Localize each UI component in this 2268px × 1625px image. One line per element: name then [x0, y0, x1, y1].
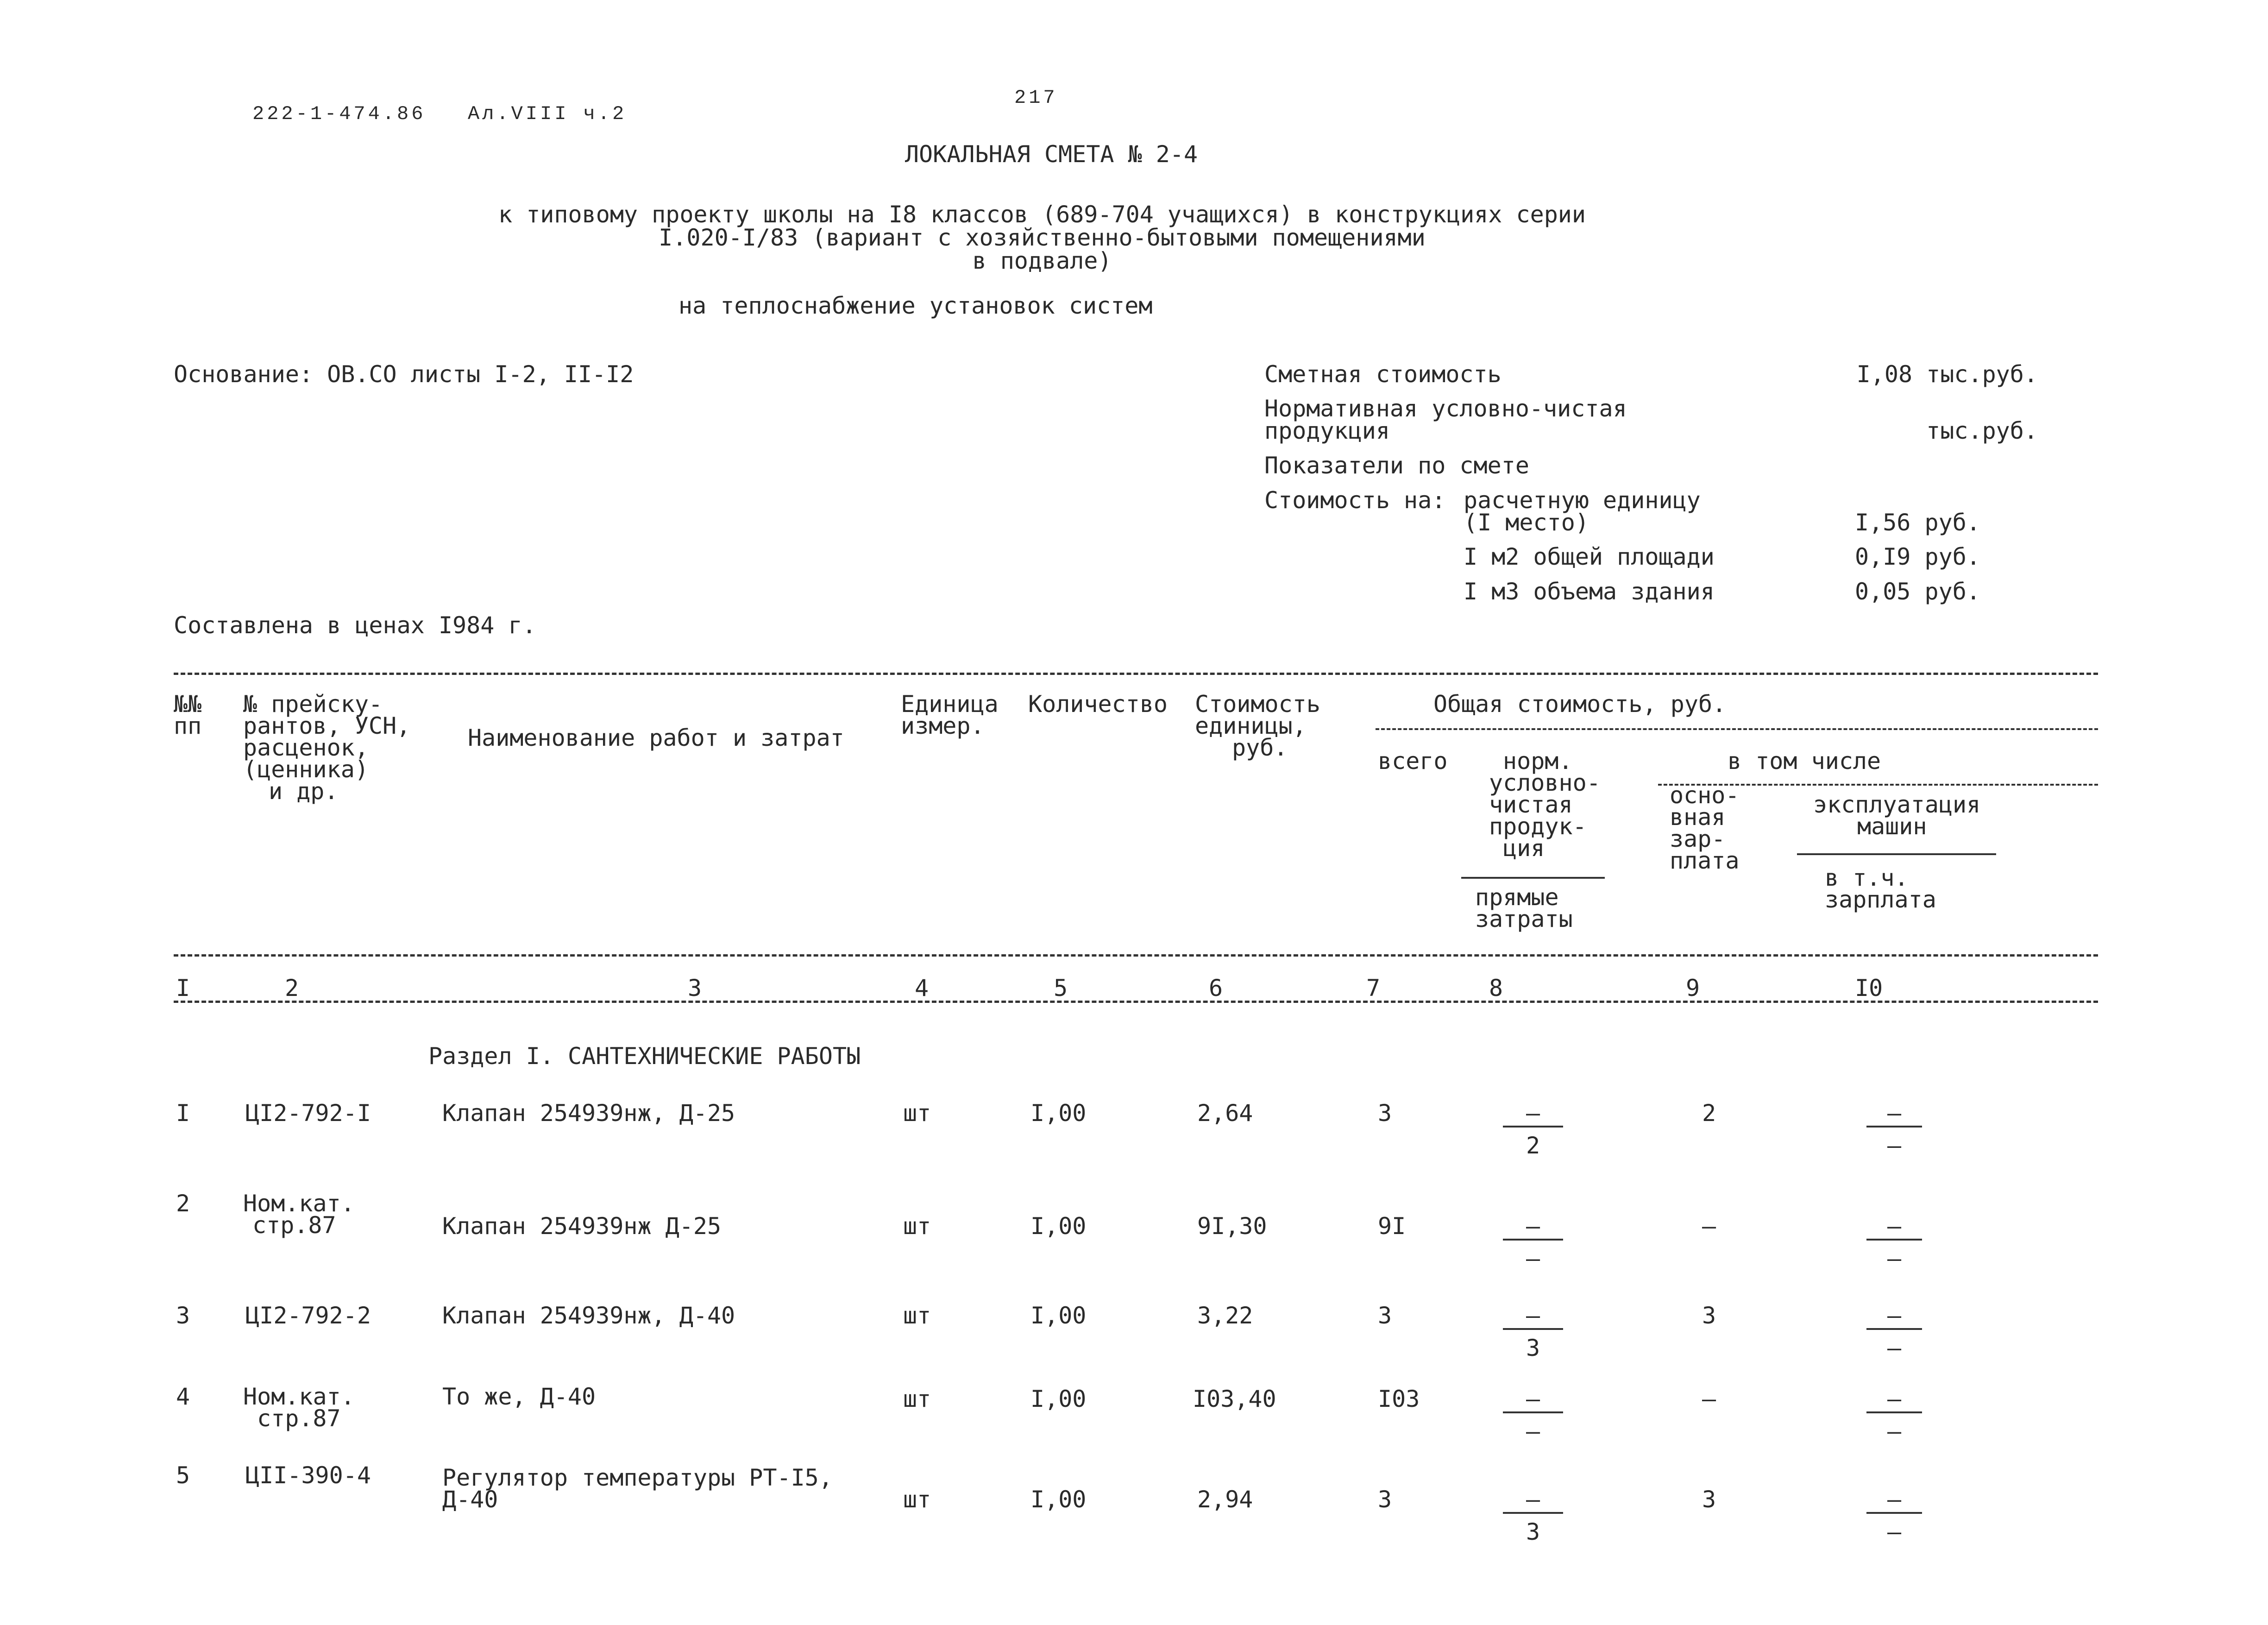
cost-on-label: Стоимость на: — [1264, 487, 1446, 514]
column-number-10: I0 — [1855, 975, 1883, 1001]
row-machines-salary-value: – — [1887, 1335, 1902, 1361]
header-col6-line3: руб. — [1232, 734, 1288, 761]
header-salary-line2: вная — [1670, 804, 1726, 831]
indicators-label: Показатели по смете — [1264, 452, 1529, 479]
row-machines-salary-value: – — [1887, 1418, 1902, 1445]
row-machines-fraction — [1866, 1488, 1922, 1543]
total-cost-rule — [1376, 728, 2098, 730]
row-machines-fraction — [1866, 1102, 1922, 1157]
row-machines-salary-value: – — [1887, 1132, 1902, 1159]
row-number: 5 — [176, 1462, 190, 1489]
estimated-cost-label: Сметная стоимость — [1264, 361, 1502, 388]
area-value: 0,I9 руб. — [1855, 543, 1980, 570]
column-number-7: 7 — [1366, 975, 1381, 1001]
header-salary-line3: зар- — [1670, 825, 1726, 852]
machines-rule — [1797, 853, 1996, 855]
column-number-2: 2 — [285, 975, 299, 1001]
estimated-cost-value: I,08 тыс.руб. — [1856, 361, 2038, 388]
header-including: в том числе — [1728, 748, 1881, 775]
row-norm-direct-fraction — [1503, 1215, 1563, 1270]
row-norm-value: – — [1503, 1304, 1563, 1330]
column-numbers-rule — [174, 1001, 2098, 1003]
row-unit: шт — [903, 1213, 931, 1240]
row-direct-value: – — [1526, 1418, 1540, 1445]
column-number-6: 6 — [1209, 975, 1223, 1001]
prices-year: Составлена в ценах I984 г. — [174, 612, 536, 639]
row-name: Клапан 254939нж Д-25 — [442, 1213, 722, 1240]
row-norm-value: – — [1503, 1215, 1563, 1241]
column-number-8: 8 — [1489, 975, 1503, 1001]
volume-label: I м3 объема здания — [1464, 578, 1715, 605]
column-number-9: 9 — [1686, 975, 1700, 1001]
header-machines-line2: машин — [1857, 813, 1927, 840]
row-base-salary: – — [1702, 1213, 1716, 1240]
row-name-line2: Д-40 — [442, 1486, 498, 1513]
column-number-3: 3 — [688, 975, 702, 1001]
row-direct-value: 3 — [1526, 1335, 1540, 1361]
row-norm-value: – — [1503, 1387, 1563, 1413]
row-machines-value: – — [1866, 1215, 1922, 1241]
row-direct-value: – — [1526, 1245, 1540, 1272]
header-machines-line1: эксплуатация — [1813, 791, 1981, 818]
row-name: Клапан 254939нж, Д-25 — [442, 1100, 735, 1127]
header-col5: Количество — [1028, 691, 1168, 718]
row-machines-value: – — [1866, 1387, 1922, 1413]
row-total: 3 — [1378, 1100, 1392, 1127]
row-quantity: I,00 — [1030, 1100, 1087, 1127]
row-machines-value: – — [1866, 1102, 1922, 1127]
header-col2-line1: № прейску- — [243, 691, 383, 718]
row-direct-value: 3 — [1526, 1518, 1540, 1545]
document-code: 222-1-474.86 — [252, 103, 426, 125]
header-norm-line4: продук- — [1489, 813, 1587, 840]
row-machines-fraction — [1866, 1387, 1922, 1443]
row-total: I03 — [1378, 1386, 1420, 1412]
row-unit-price: 9I,30 — [1197, 1213, 1267, 1240]
row-base-salary: – — [1702, 1386, 1716, 1412]
row-code: ЦI2-792-2 — [245, 1302, 371, 1329]
subtitle-line-1: к типовому проекту школы на I8 классов (689-704 учащихся) в конструкциях серии — [498, 201, 1586, 228]
row-base-salary: 3 — [1702, 1486, 1716, 1513]
header-norm-line3: чистая — [1489, 791, 1573, 818]
subtitle-line-2: I.020-I/83 (вариант с хозяйственно-бытовыми помещениями — [659, 224, 1426, 251]
row-unit-price: 2,64 — [1197, 1100, 1253, 1127]
unit-value: I,56 руб. — [1855, 509, 1980, 536]
row-unit-price: I03,40 — [1193, 1386, 1276, 1412]
row-direct-value: 2 — [1526, 1132, 1540, 1159]
row-code-line2: стр.87 — [252, 1212, 336, 1239]
row-norm-direct-fraction — [1503, 1387, 1563, 1443]
row-quantity: I,00 — [1030, 1213, 1087, 1240]
unit-label-1: расчетную единицу — [1464, 487, 1701, 514]
row-name-line1: Регулятор температуры РТ-I5, — [442, 1464, 833, 1491]
header-col1-line2: пп — [174, 712, 202, 739]
row-name: То же, Д-40 — [442, 1383, 596, 1410]
row-number: 4 — [176, 1383, 190, 1410]
row-total: 3 — [1378, 1486, 1392, 1513]
row-machines-fraction — [1866, 1215, 1922, 1270]
row-quantity: I,00 — [1030, 1486, 1087, 1513]
header-col2-line3: расценок, — [243, 734, 369, 761]
row-machines-fraction — [1866, 1304, 1922, 1360]
header-direct-line2: затраты — [1475, 906, 1573, 932]
row-total: 3 — [1378, 1302, 1392, 1329]
normative-label-1: Нормативная условно-чистая — [1264, 395, 1627, 422]
header-direct-line1: прямые — [1475, 884, 1559, 911]
row-machines-salary-value: – — [1887, 1245, 1902, 1272]
row-base-salary: 3 — [1702, 1302, 1716, 1329]
volume-value: 0,05 руб. — [1855, 578, 1980, 605]
header-total-cost: Общая стоимость, руб. — [1433, 691, 1727, 718]
row-unit-price: 2,94 — [1197, 1486, 1253, 1513]
header-machines-salary-line1: в т.ч. — [1825, 864, 1909, 891]
row-code: ЦI2-792-I — [245, 1100, 371, 1127]
header-total: всего — [1378, 748, 1448, 775]
header-norm-line2: условно- — [1489, 769, 1601, 796]
row-number: I — [176, 1100, 190, 1127]
subtitle-line-3: в подвале) — [972, 247, 1112, 274]
header-col4-line2: измер. — [901, 712, 985, 739]
normative-label-2: продукция — [1264, 417, 1390, 444]
row-unit: шт — [903, 1486, 931, 1513]
basis: Основание: ОВ.СО листы I-2, II-I2 — [174, 361, 634, 388]
row-code-line1: Ном.кат. — [243, 1190, 355, 1217]
row-machines-salary-value: – — [1887, 1518, 1902, 1545]
row-norm-direct-fraction — [1503, 1488, 1563, 1543]
normative-value: тыс.руб. — [1926, 417, 2038, 444]
row-quantity: I,00 — [1030, 1386, 1087, 1412]
header-col4-line1: Единица — [901, 691, 999, 718]
row-total: 9I — [1378, 1213, 1406, 1240]
row-base-salary: 2 — [1702, 1100, 1716, 1127]
header-col3: Наименование работ и затрат — [468, 724, 844, 751]
row-unit: шт — [903, 1302, 931, 1329]
header-salary-line1: осно- — [1670, 782, 1740, 809]
row-norm-value: – — [1503, 1102, 1563, 1127]
header-machines-salary-line2: зарплата — [1825, 886, 1936, 913]
row-unit: шт — [903, 1100, 931, 1127]
header-col2-line2: рантов, УСН, — [243, 712, 411, 739]
table-top-rule — [174, 673, 2098, 675]
header-salary-line4: плата — [1670, 847, 1740, 874]
header-col2-line5: и др. — [269, 778, 339, 805]
header-col6-line2: единицы, — [1195, 712, 1307, 739]
header-col2-line4: (ценника) — [243, 756, 369, 783]
row-number: 2 — [176, 1190, 190, 1217]
row-unit: шт — [903, 1386, 931, 1412]
row-code: ЦII-390-4 — [245, 1462, 371, 1489]
row-norm-value: – — [1503, 1488, 1563, 1514]
row-number: 3 — [176, 1302, 190, 1329]
row-norm-direct-fraction — [1503, 1304, 1563, 1360]
page-number: 217 — [1014, 87, 1058, 109]
row-quantity: I,00 — [1030, 1302, 1087, 1329]
header-col1-line1: №№ — [174, 691, 202, 718]
row-unit-price: 3,22 — [1197, 1302, 1253, 1329]
album-reference: Ал.VIII ч.2 — [468, 103, 627, 125]
area-label: I м2 общей площади — [1464, 543, 1715, 570]
header-col6-line1: Стоимость — [1195, 691, 1320, 718]
column-number-1: I — [176, 975, 190, 1001]
header-bottom-rule — [174, 954, 2098, 957]
column-number-4: 4 — [915, 975, 929, 1001]
norm-direct-rule — [1461, 877, 1605, 879]
column-number-5: 5 — [1054, 975, 1068, 1001]
row-machines-value: – — [1866, 1304, 1922, 1330]
unit-label-2: (I место) — [1464, 509, 1589, 536]
estimate-subject: на теплоснабжение установок систем — [679, 292, 1153, 319]
row-name: Клапан 254939нж, Д-40 — [442, 1302, 735, 1329]
document-title: ЛОКАЛЬНАЯ СМЕТА № 2-4 — [905, 141, 1198, 168]
row-machines-value: – — [1866, 1488, 1922, 1514]
row-code-line2: стр.87 — [257, 1405, 341, 1432]
header-norm-line1: норм. — [1503, 748, 1573, 775]
header-norm-line5: ция — [1503, 835, 1545, 862]
section-title: Раздел I. САНТЕХНИЧЕСКИЕ РАБОТЫ — [428, 1043, 861, 1070]
row-norm-direct-fraction — [1503, 1102, 1563, 1157]
row-code-line1: Ном.кат. — [243, 1383, 355, 1410]
